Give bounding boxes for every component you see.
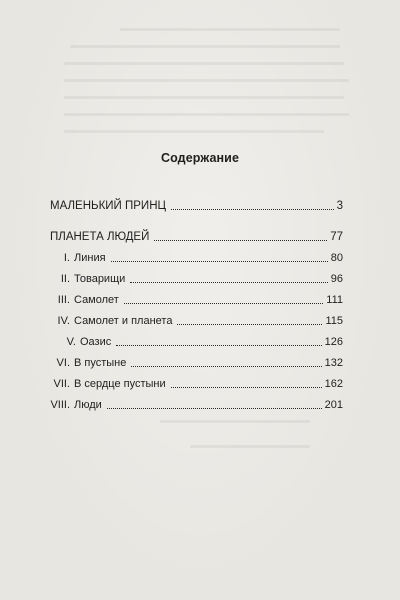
chapter-title: Самолет [74, 294, 119, 306]
toc-chapter-5[interactable] [50, 328, 343, 349]
bleed-through-line [120, 28, 340, 31]
dot-leader [124, 303, 323, 304]
dot-leader [171, 209, 334, 210]
chapter-title: В пустыне [74, 357, 127, 369]
toc-entry-page: 3 [336, 200, 343, 212]
toc-chapter-6[interactable] [50, 349, 343, 370]
toc-entry-title: ПЛАНЕТА ЛЮДЕЙ [50, 231, 150, 243]
bleed-through-line [64, 130, 324, 133]
table-of-contents [50, 192, 343, 412]
toc-entry-page: 77 [330, 231, 343, 243]
chapter-number: V. [66, 336, 76, 348]
bleed-through-line [64, 62, 344, 65]
chapter-title: В сердце пустыни [74, 378, 166, 390]
chapter-title: Товарищи [74, 273, 126, 285]
chapter-page: 80 [330, 252, 343, 264]
toc-chapter-4[interactable] [50, 307, 343, 328]
chapter-number: VII. [53, 378, 70, 390]
dot-leader [177, 324, 322, 325]
toc-chapter-3[interactable] [50, 286, 343, 307]
chapter-number: VIII. [50, 399, 70, 411]
dot-leader [116, 345, 321, 346]
chapter-page: 111 [326, 294, 343, 306]
chapter-number: VI. [56, 357, 70, 369]
chapter-number: I. [63, 252, 70, 264]
chapter-number: III. [57, 294, 70, 306]
toc-chapter-8[interactable] [50, 391, 343, 412]
chapter-page: 126 [324, 336, 343, 348]
chapter-page: 132 [324, 357, 343, 369]
chapter-title: Самолет и планета [74, 315, 173, 327]
chapter-page: 162 [324, 378, 343, 390]
bleed-through-line [160, 420, 310, 423]
contents-heading: Содержание [160, 151, 239, 165]
chapter-number: II. [60, 273, 70, 285]
dot-leader [130, 282, 327, 283]
dot-leader [107, 408, 322, 409]
chapter-title: Линия [74, 252, 106, 264]
bleed-through-line [64, 79, 349, 82]
chapter-number: IV. [57, 315, 70, 327]
bleed-through-line [64, 96, 344, 99]
bleed-through-line [190, 445, 310, 448]
toc-entry-little-prince[interactable] [50, 192, 343, 213]
toc-chapter-1[interactable] [50, 244, 343, 265]
dot-leader [171, 387, 322, 388]
bleed-through-line [70, 45, 340, 48]
toc-chapter-7[interactable] [50, 370, 343, 391]
dot-leader [131, 366, 321, 367]
chapter-title: Оазис [80, 336, 112, 348]
toc-chapter-2[interactable] [50, 265, 343, 286]
bleed-through-line [64, 113, 349, 116]
dot-leader [111, 261, 328, 262]
toc-entry-title: МАЛЕНЬКИЙ ПРИНЦ [50, 200, 167, 212]
toc-entry-planet-of-people[interactable] [50, 223, 343, 244]
chapter-title: Люди [74, 399, 102, 411]
chapter-page: 96 [330, 273, 343, 285]
chapter-page: 201 [324, 399, 343, 411]
dot-leader [154, 240, 327, 241]
chapter-page: 115 [325, 315, 343, 327]
